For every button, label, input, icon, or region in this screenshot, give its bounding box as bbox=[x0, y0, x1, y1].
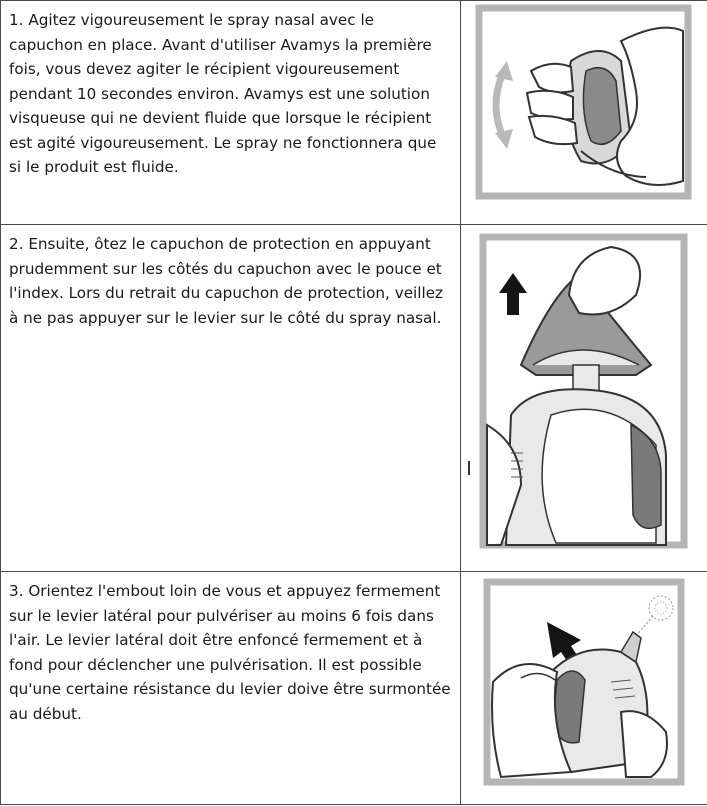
step-1-text-cell bbox=[1, 1, 461, 225]
step-1-text: 1. Agitez vigoureusement le spray nasal avec le capuchon en place. Avant d'utiliser Avamys la première fois, vous devez agiter le récipient vigoureusement pendant 10 secondes environ. Avamys est une solution visqueuse qui ne devient fluide que lorsque le récipient est agité vigoureusement. Le spray ne fonctionnera que si le produit est fluide. bbox=[9, 11, 437, 176]
step-3-text: 3. Orientez l'embout loin de vous et appuyez fermement sur le levier latéral pour pulvériser au moins 6 fois dans l'air. Le levier latéral doit être enfoncé fermement et à fond pour déclencher une pulvérisation. Il est possible qu'une certaine résistance du levier doive être surmontée au début. bbox=[9, 582, 451, 723]
step-2-text: 2. Ensuite, ôtez le capuchon de protection en appuyant prudemment sur les côtés du capuchon avec le pouce et l'index. Lors du retrait du capuchon de protection, veillez à ne pas appuyer sur le levier sur le côté du spray nasal. bbox=[9, 235, 444, 327]
step-2-image-cell bbox=[461, 225, 707, 572]
step-row-1 bbox=[1, 1, 707, 225]
prime-spray-illustration bbox=[461, 572, 707, 802]
step-2-text-cell bbox=[1, 225, 461, 572]
step-1-image-cell bbox=[461, 1, 707, 225]
step-3-text-cell bbox=[1, 572, 461, 805]
shake-spray-illustration bbox=[461, 1, 707, 223]
step-3-image-cell bbox=[461, 572, 707, 805]
step-row-3 bbox=[1, 572, 707, 805]
step-row-2 bbox=[1, 225, 707, 572]
remove-cap-illustration bbox=[461, 225, 707, 569]
